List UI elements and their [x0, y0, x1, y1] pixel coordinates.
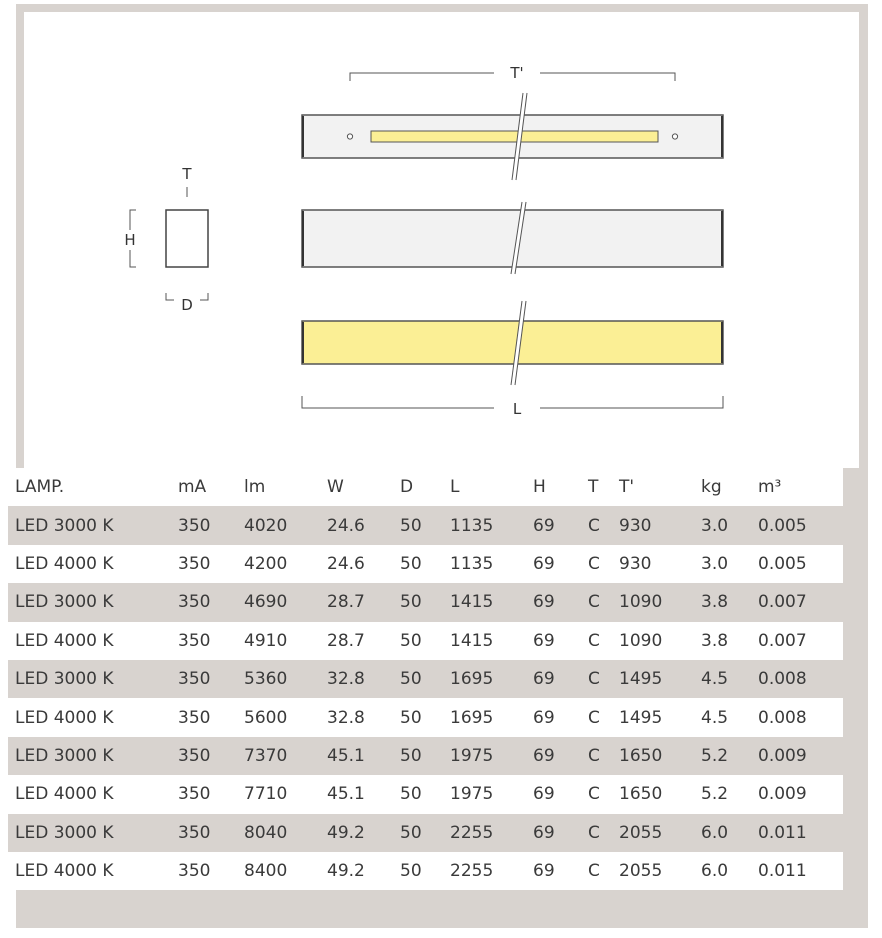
col-h-header: H [533, 477, 546, 498]
cell-w: 24.6 [327, 515, 365, 536]
cell-w: 45.1 [327, 784, 365, 805]
cell-w: 49.2 [327, 822, 365, 843]
cell-lamp: LED 3000 K [15, 592, 114, 613]
cell-ma: 350 [178, 861, 211, 882]
cell-lamp: LED 4000 K [15, 630, 114, 651]
cell-w: 32.8 [327, 707, 365, 728]
side-view-fixture [302, 202, 723, 274]
col-lm-header: lm [244, 477, 266, 498]
top-view-fixture [302, 93, 723, 180]
cell-t: C [588, 745, 600, 766]
cell-l: 1415 [450, 592, 494, 613]
cell-h: 69 [533, 745, 555, 766]
dimension-diagram-panel [24, 12, 859, 468]
cell-ma: 350 [178, 515, 211, 536]
cell-ma: 350 [178, 669, 211, 690]
cell-h: 69 [533, 630, 555, 651]
cell-m3: 0.007 [758, 592, 807, 613]
cell-kg: 6.0 [701, 822, 729, 843]
cell-m3: 0.008 [758, 669, 807, 690]
cell-t-prime: 1495 [619, 669, 663, 690]
specifications-table [8, 468, 843, 890]
cell-t-prime: 1090 [619, 630, 663, 651]
cell-w: 45.1 [327, 745, 365, 766]
cell-t-prime: 930 [619, 553, 652, 574]
cell-m3: 0.009 [758, 745, 807, 766]
table-row [8, 545, 843, 583]
cell-kg: 3.8 [701, 592, 729, 613]
cell-h: 69 [533, 592, 555, 613]
cell-d: 50 [400, 861, 422, 882]
cell-lamp: LED 3000 K [15, 822, 114, 843]
cell-l: 1135 [450, 553, 494, 574]
cell-h: 69 [533, 784, 555, 805]
cell-m3: 0.005 [758, 515, 807, 536]
cell-lm: 4020 [244, 515, 288, 536]
cell-h: 69 [533, 515, 555, 536]
cell-d: 50 [400, 630, 422, 651]
cell-kg: 6.0 [701, 861, 729, 882]
cell-lamp: LED 4000 K [15, 784, 114, 805]
table-row [8, 852, 843, 890]
cell-h: 69 [533, 669, 555, 690]
cell-lamp: LED 4000 K [15, 707, 114, 728]
cell-l: 1695 [450, 669, 494, 690]
table-body [8, 506, 843, 890]
cell-l: 2255 [450, 861, 494, 882]
cell-ma: 350 [178, 553, 211, 574]
l-label: L [512, 400, 522, 418]
table-row [8, 775, 843, 813]
bottom-view-fixture [302, 301, 723, 385]
dimension-diagram [24, 12, 859, 468]
table-header-row [8, 468, 843, 506]
cell-h: 69 [533, 707, 555, 728]
cell-m3: 0.009 [758, 784, 807, 805]
t-prime-label: T' [510, 64, 524, 82]
cell-kg: 4.5 [701, 707, 729, 728]
cell-m3: 0.005 [758, 553, 807, 574]
cell-l: 1975 [450, 745, 494, 766]
cell-l: 1415 [450, 630, 494, 651]
cell-lm: 8040 [244, 822, 288, 843]
cell-ma: 350 [178, 745, 211, 766]
col-kg-header: kg [701, 477, 722, 498]
cell-kg: 3.8 [701, 630, 729, 651]
t-prime-dimension [350, 64, 675, 82]
cell-m3: 0.007 [758, 630, 807, 651]
cell-d: 50 [400, 707, 422, 728]
col-lamp-header: LAMP. [15, 477, 65, 498]
cell-l: 1975 [450, 784, 494, 805]
cell-t-prime: 1650 [619, 784, 663, 805]
mounting-hole-right [672, 134, 677, 139]
col-d-header: D [400, 477, 414, 498]
cell-ma: 350 [178, 707, 211, 728]
col-t-prime-header: T' [619, 477, 635, 498]
cell-w: 28.7 [327, 630, 365, 651]
cell-t: C [588, 553, 600, 574]
cell-h: 69 [533, 822, 555, 843]
cell-d: 50 [400, 553, 422, 574]
cell-h: 69 [533, 553, 555, 574]
cell-d: 50 [400, 515, 422, 536]
cell-lm: 7710 [244, 784, 288, 805]
cell-kg: 3.0 [701, 553, 729, 574]
cell-ma: 350 [178, 822, 211, 843]
cell-l: 1695 [450, 707, 494, 728]
cell-lamp: LED 4000 K [15, 861, 114, 882]
cell-t-prime: 2055 [619, 822, 663, 843]
cell-t: C [588, 515, 600, 536]
cell-t: C [588, 669, 600, 690]
cell-l: 2255 [450, 822, 494, 843]
cell-ma: 350 [178, 592, 211, 613]
table-row [8, 583, 843, 621]
cell-lm: 4690 [244, 592, 288, 613]
cell-lamp: LED 3000 K [15, 515, 114, 536]
cell-lm: 4200 [244, 553, 288, 574]
cell-d: 50 [400, 784, 422, 805]
cell-t: C [588, 822, 600, 843]
cell-kg: 4.5 [701, 669, 729, 690]
cell-t: C [588, 592, 600, 613]
cell-t: C [588, 707, 600, 728]
cell-w: 32.8 [327, 669, 365, 690]
cell-kg: 5.2 [701, 784, 729, 805]
table-row [8, 506, 843, 544]
cell-ma: 350 [178, 784, 211, 805]
cell-lamp: LED 3000 K [15, 669, 114, 690]
cell-d: 50 [400, 669, 422, 690]
cell-w: 24.6 [327, 553, 365, 574]
cell-lm: 7370 [244, 745, 288, 766]
l-dimension [302, 396, 723, 418]
cross-section-profile [120, 165, 208, 314]
cell-lm: 4910 [244, 630, 288, 651]
col-ma-header: mA [178, 477, 207, 498]
cell-m3: 0.008 [758, 707, 807, 728]
mounting-hole-left [347, 134, 352, 139]
cell-l: 1135 [450, 515, 494, 536]
h-label: H [124, 231, 136, 249]
table-row [8, 660, 843, 698]
cell-t: C [588, 784, 600, 805]
cell-t-prime: 2055 [619, 861, 663, 882]
cell-m3: 0.011 [758, 861, 807, 882]
cell-t: C [588, 861, 600, 882]
cell-d: 50 [400, 822, 422, 843]
cell-m3: 0.011 [758, 822, 807, 843]
cell-w: 49.2 [327, 861, 365, 882]
table-row [8, 622, 843, 660]
cell-kg: 3.0 [701, 515, 729, 536]
col-l-header: L [450, 477, 460, 498]
cell-d: 50 [400, 745, 422, 766]
table-row [8, 814, 843, 852]
t-label: T [182, 165, 192, 183]
cell-t: C [588, 630, 600, 651]
cell-w: 28.7 [327, 592, 365, 613]
cell-t-prime: 1090 [619, 592, 663, 613]
table-row [8, 737, 843, 775]
cell-lamp: LED 3000 K [15, 745, 114, 766]
col-m3-header: m³ [758, 477, 782, 498]
cell-t-prime: 930 [619, 515, 652, 536]
cell-lm: 5600 [244, 707, 288, 728]
cell-lm: 8400 [244, 861, 288, 882]
cell-lm: 5360 [244, 669, 288, 690]
cell-d: 50 [400, 592, 422, 613]
cell-h: 69 [533, 861, 555, 882]
cell-ma: 350 [178, 630, 211, 651]
d-label: D [181, 296, 193, 314]
cell-t-prime: 1495 [619, 707, 663, 728]
col-t-header: T [588, 477, 599, 498]
cell-t-prime: 1650 [619, 745, 663, 766]
cell-lamp: LED 4000 K [15, 553, 114, 574]
col-w-header: W [327, 477, 344, 498]
led-strip [371, 131, 658, 142]
table-row [8, 698, 843, 736]
cell-kg: 5.2 [701, 745, 729, 766]
